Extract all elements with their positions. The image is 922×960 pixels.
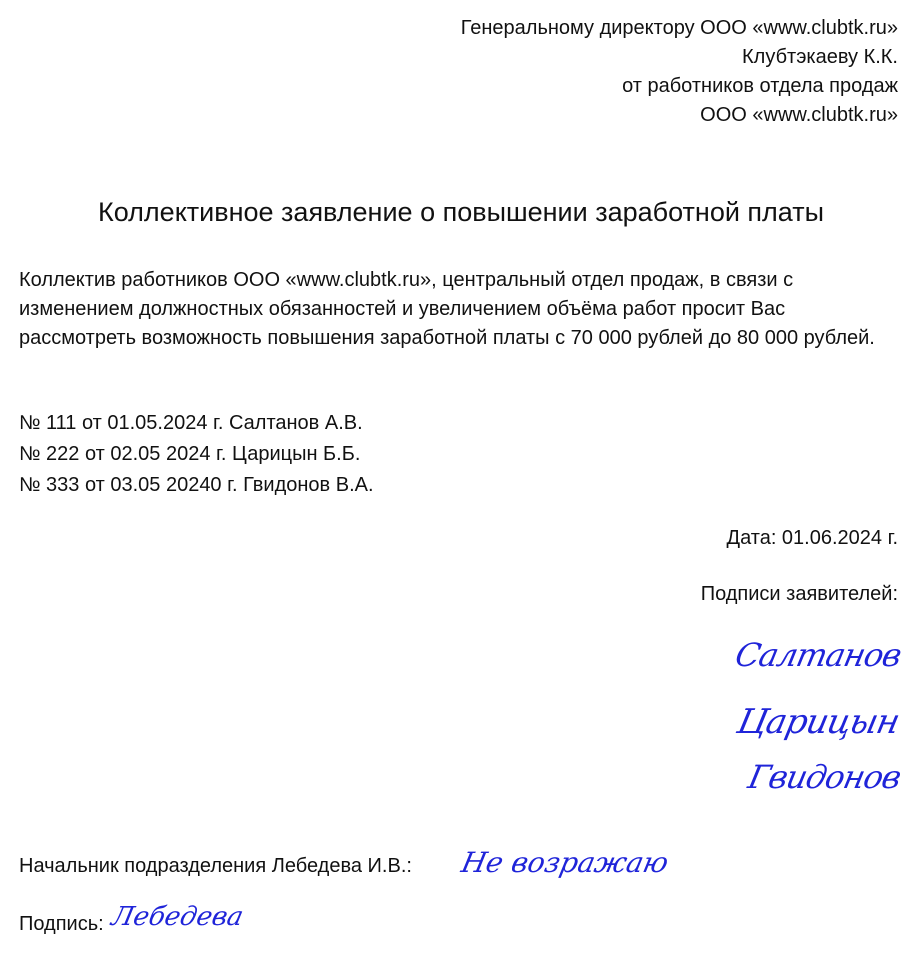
document-title: Коллективное заявление о повышении заработной платы <box>98 197 824 227</box>
addressee-line: Генеральному директору ООО «www.clubtk.ru» <box>460 17 898 39</box>
body-paragraph: Коллектив работников ООО «www.clubtk.ru», центральный отдел продаж, в связи с изменением должностных обязанностей и увеличением объёма работ просит Вас рассмотреть возможность повышения заработной платы с 70 000 рублей до 80 000 рублей. <box>19 269 875 349</box>
handwritten-signature: Салтанов <box>731 636 905 674</box>
date-line: Дата: 01.06.2024 г. <box>726 527 898 549</box>
registry-entry: № 111 от 01.05.2024 г. Салтанов А.В. <box>19 412 363 434</box>
handwritten-signature: Гвидонов <box>745 758 905 796</box>
addressee-line: от работников отдела продаж <box>622 75 898 97</box>
registry-entry: № 222 от 02.05 2024 г. Царицын Б.Б. <box>19 443 361 465</box>
handwritten-resolution: Не возражаю <box>458 846 672 879</box>
handwritten-signature: Царицын <box>733 702 903 742</box>
addressee-block <box>461 14 898 130</box>
addressee-line: ООО «www.clubtk.ru» <box>700 104 898 126</box>
department-head-label: Начальник подразделения Лебедева И.В.: <box>19 855 412 877</box>
signature-label: Подпись: <box>19 913 104 935</box>
handwritten-signature: Лебедева <box>108 902 247 932</box>
addressee-line: Клубтэкаеву К.К. <box>742 46 898 68</box>
registry-list <box>19 408 374 501</box>
registry-entry: № 333 от 03.05 20240 г. Гвидонов В.А. <box>19 474 374 496</box>
signatures-label: Подписи заявителей: <box>700 583 898 605</box>
